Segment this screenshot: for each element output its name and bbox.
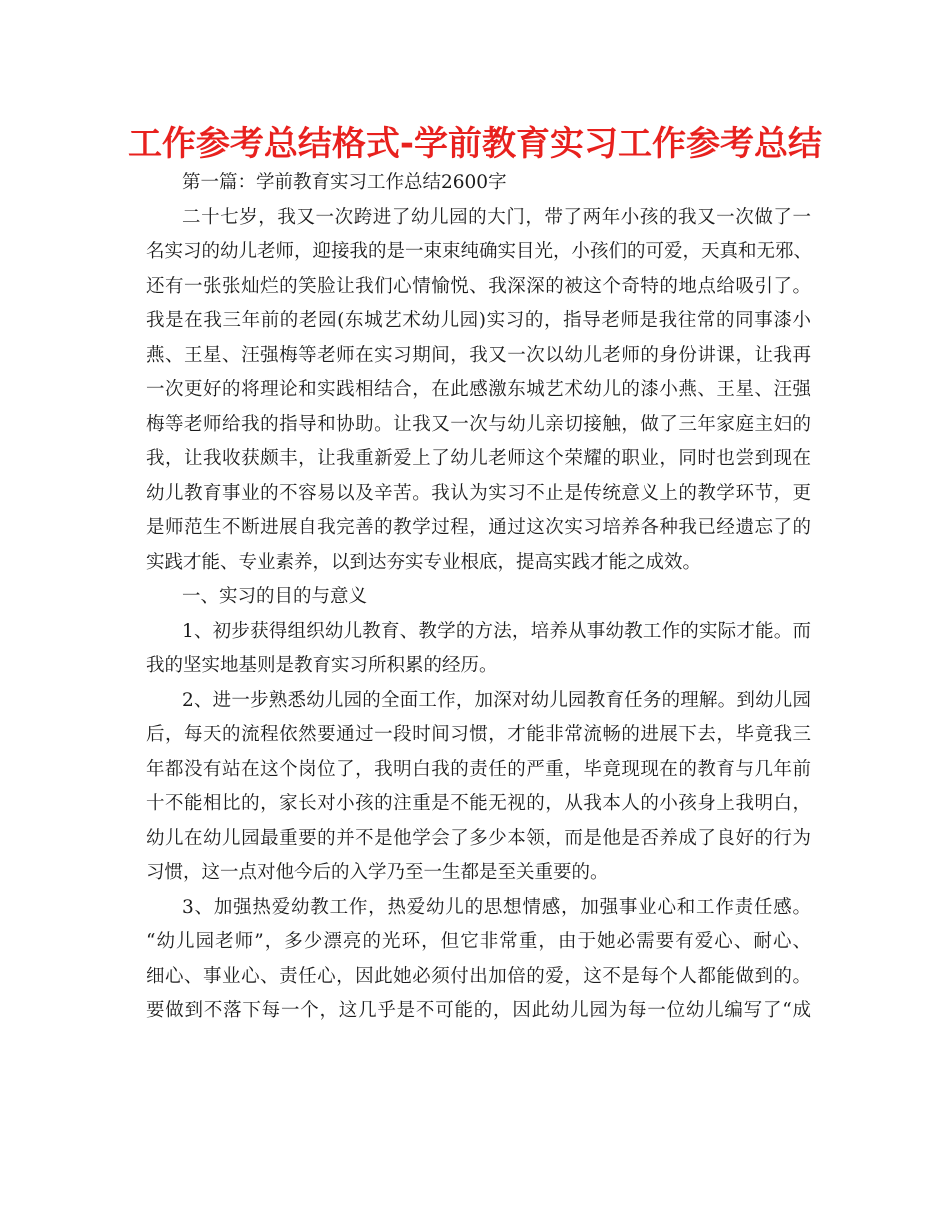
document-body [146,166,811,1029]
paragraph-line: 名实习的幼儿老师，迎接我的是一束束纯确实目光，小孩们的可爱，天真和无邪、 [146,241,813,262]
paragraph-line: 习惯，这一点对他今后的入学乃至一生都是至关重要的。 [146,862,609,883]
paragraph-line: 我，让我收获颇丰，让我重新爱上了幼儿老师这个荣耀的职业，同时也尝到现在 [146,448,811,469]
paragraph-line: 幼儿教育事业的不容易以及辛苦。我认为实习不止是传统意义上的教学环节，更 [146,482,811,504]
paragraph-line: 梅等老师给我的指导和协助。让我又一次与幼儿亲切接触，做了三年家庭主妇的 [146,413,811,435]
paragraph-line: 要做到不落下每一个，这几乎是不可能的，因此幼儿园为每一位幼儿编写了“成 [146,1000,811,1021]
paragraph-line: 燕、王星、汪强梅等老师在实习期间，我又一次以幼儿老师的身份讲课，让我再 [146,344,811,366]
paragraph-line: 我的坚实地基则是教育实习所积累的经历。 [146,655,498,676]
paragraph-line: 二十七岁，我又一次跨进了幼儿园的大门，带了两年小孩的我又一次做了一 [182,206,811,228]
paragraph-line: 实践才能、专业素养，以到达夯实专业根底，提高实践才能之成效。 [146,551,702,573]
paragraph-line: 年都没有站在这个岗位了，我明白我的责任的严重，毕竟现现在的教育与几年前 [146,758,811,780]
paragraph-line: 2、进一步熟悉幼儿园的全面工作，加深对幼儿园教育任务的理解。到幼儿园 [182,689,811,711]
paragraph-line: 细心、事业心、责任心，因此她必须付出加倍的爱，这不是每个人都能做到的。 [146,965,811,987]
paragraph-line: 1、初步获得组织幼儿教育、教学的方法，培养从事幼教工作的实际才能。而 [182,620,811,642]
paragraph-line: 还有一张张灿烂的笑脸让我们心情愉悦、我深深的被这个奇特的地点给吸引了。 [146,275,811,297]
paragraph-line: “幼儿园老师”，多少漂亮的光环，但它非常重，由于她必需要有爱心、耐心、 [146,931,811,952]
paragraph-line: 一次更好的将理论和实践相结合，在此感激东城艺术幼儿的漆小燕、王星、汪强 [146,379,811,400]
paragraph-line: 是师范生不断进展自我完善的教学过程，通过这次实习培养各种我已经遗忘了的 [146,517,811,538]
section-heading: 一、实习的目的与意义 [182,586,368,607]
paragraph-line: 3、加强热爱幼教工作，热爱幼儿的思想情感，加强事业心和工作责任感。 [182,896,811,918]
section-heading: 第一篇：学前教育实习工作总结2600字 [182,172,507,193]
document-title: 工作参考总结格式-学前教育实习工作参考总结 [127,124,823,164]
paragraph-line: 后，每天的流程依然要通过一段时间习惯，才能非常流畅的进展下去，毕竟我三 [146,724,811,745]
paragraph-line: 我是在我三年前的老园(东城艺术幼儿园)实习的，指导老师是我往常的同事漆小 [146,310,811,331]
paragraph-line: 幼儿在幼儿园最重要的并不是他学会了多少本领，而是他是否养成了良好的行为 [146,827,811,849]
paragraph-line: 十不能相比的，家长对小孩的注重是不能无视的，从我本人的小孩身上我明白， [146,793,811,814]
